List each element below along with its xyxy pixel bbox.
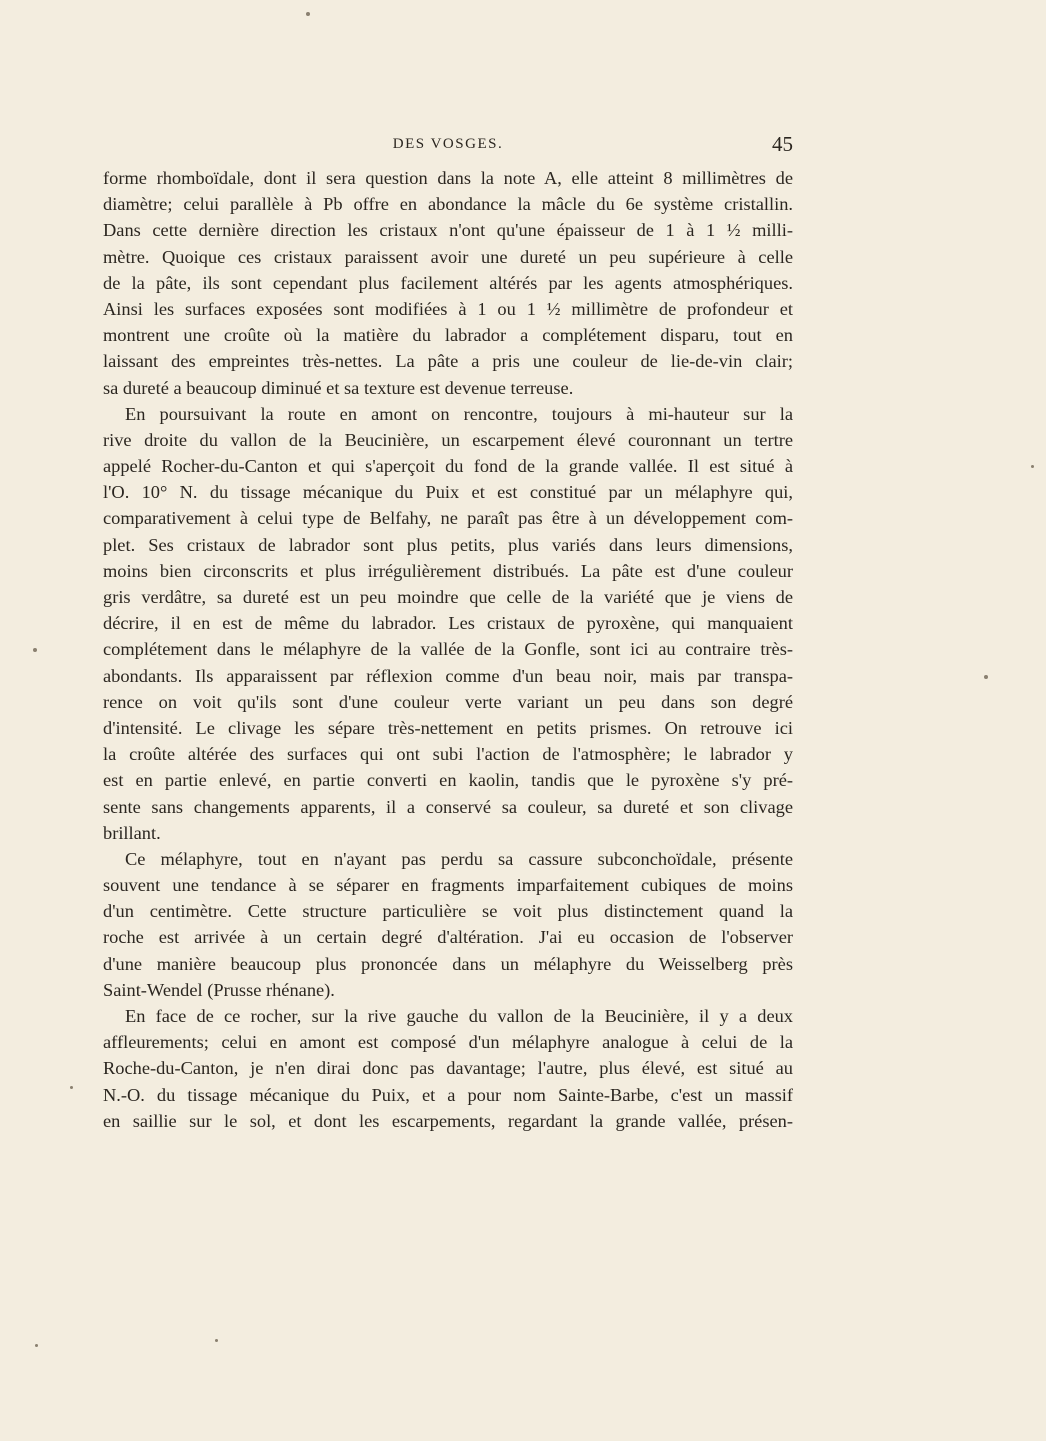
text-line: plet. Ses cristaux de labrador sont plus petits, plus variés dans leurs dimensions, [103,534,793,555]
text-line: Ce mélaphyre, tout en n'ayant pas perdu sa cassure subconchoïdale, présente [125,848,793,869]
text-line: appelé Rocher-du-Canton et qui s'aperçoit du fond de la grande vallée. Il est situé à [103,456,793,477]
text-line: sa dureté a beaucoup diminué et sa texture est devenue terreuse. [103,377,574,398]
text-line: moins bien circonscrits et plus irrégulièrement distribués. La pâte est d'une couleur [103,560,793,581]
running-head: DES VOSGES. [392,136,504,152]
text-line: diamètre; celui parallèle à Pb offre en abondance la mâcle du 6e système cristallin. [103,194,793,215]
ink-speck [70,1086,73,1089]
text-line: est en partie enlevé, en partie converti en kaolin, tandis que le pyroxène s'y pré- [103,770,793,791]
text-line: affleurements; celui en amont est composé d'un mélaphyre analogue à celui de la [103,1032,793,1053]
text-line: d'une manière beaucoup plus prononcée dans un mélaphyre du Weisselberg près [103,953,793,974]
text-line: roche est arrivée à un certain degré d'altération. J'ai eu occasion de l'observer [103,927,793,948]
ink-speck [33,648,37,652]
text-line: rive droite du vallon de la Beucinière, un escarpement élevé couronnant un tertre [103,429,793,450]
text-line: comparativement à celui type de Belfahy, ne paraît pas être à un développement com- [103,508,793,529]
text-line: la croûte altérée des surfaces qui ont subi l'action de l'atmosphère; le labrador y [103,744,793,765]
text-line: montrent une croûte où la matière du labrador a complétement disparu, tout en [103,325,793,346]
text-line: mètre. Quoique ces cristaux paraissent avoir une dureté un peu supérieure à celle [103,246,793,267]
text-line: d'intensité. Le clivage les sépare très-nettement en petits prismes. On retrouve ici [103,717,793,738]
ink-speck [306,12,310,16]
text-line: l'O. 10° N. du tissage mécanique du Puix et est constitué par un mélaphyre qui, [103,482,793,503]
ink-speck [215,1339,218,1342]
text-line: Dans cette dernière direction les cristaux n'ont qu'une épaisseur de 1 à 1 ½ milli- [103,220,793,241]
text-line: Ainsi les surfaces exposées sont modifiées à 1 ou 1 ½ millimètre de profondeur et [103,298,793,319]
text-line: gris verdâtre, sa dureté est un peu moindre que celle de la variété que je viens de [103,587,793,607]
text-line: rence on voit qu'ils sont d'une couleur verte variant un peu dans son degré [103,691,793,712]
ink-speck [1031,465,1034,468]
text-line: laissant des empreintes très-nettes. La pâte a pris une couleur de lie-de-vin clair; [103,351,793,372]
text-line: complétement dans le mélaphyre de la vallée de la Gonfle, sont ici au contraire très- [103,639,793,660]
text-line: En face de ce rocher, sur la rive gauche du vallon de la Beucinière, il y a deux [125,1006,793,1026]
text-line: souvent une tendance à se séparer en fragments imparfaitement cubiques de moins [103,875,793,896]
text-line: d'un centimètre. Cette structure particulière se voit plus distinctement quand la [103,901,793,922]
ink-speck [35,1344,38,1347]
page-number: 45 [772,132,793,156]
text-line: en saillie sur le sol, et dont les escarpements, regardant la grande vallée, présen- [103,1110,793,1131]
text-line: sente sans changements apparents, il a conservé sa couleur, sa dureté et son clivage [103,796,793,817]
body-text [103,165,793,1134]
text-line: brillant. [103,822,161,843]
page-header [103,132,793,156]
ink-speck [984,675,988,679]
text-line: abondants. Ils apparaissent par réflexion comme d'un beau noir, mais par transpa- [103,665,793,686]
text-line: N.-O. du tissage mécanique du Puix, et a pour nom Sainte-Barbe, c'est un massif [103,1084,793,1105]
text-line: décrire, il en est de même du labrador. Les cristaux de pyroxène, qui manquaient [103,613,793,634]
text-line: de la pâte, ils sont cependant plus facilement altérés par les agents atmosphériques. [103,272,793,293]
text-line: En poursuivant la route en amont on rencontre, toujours à mi-hauteur sur la [125,403,793,424]
text-line: Roche-du-Canton, je n'en dirai donc pas davantage; l'autre, plus élevé, est situé au [103,1058,793,1079]
text-line: forme rhomboïdale, dont il sera question dans la note A, elle atteint 8 millimètres de [103,168,793,188]
text-line: Saint-Wendel (Prusse rhénane). [103,979,335,1000]
